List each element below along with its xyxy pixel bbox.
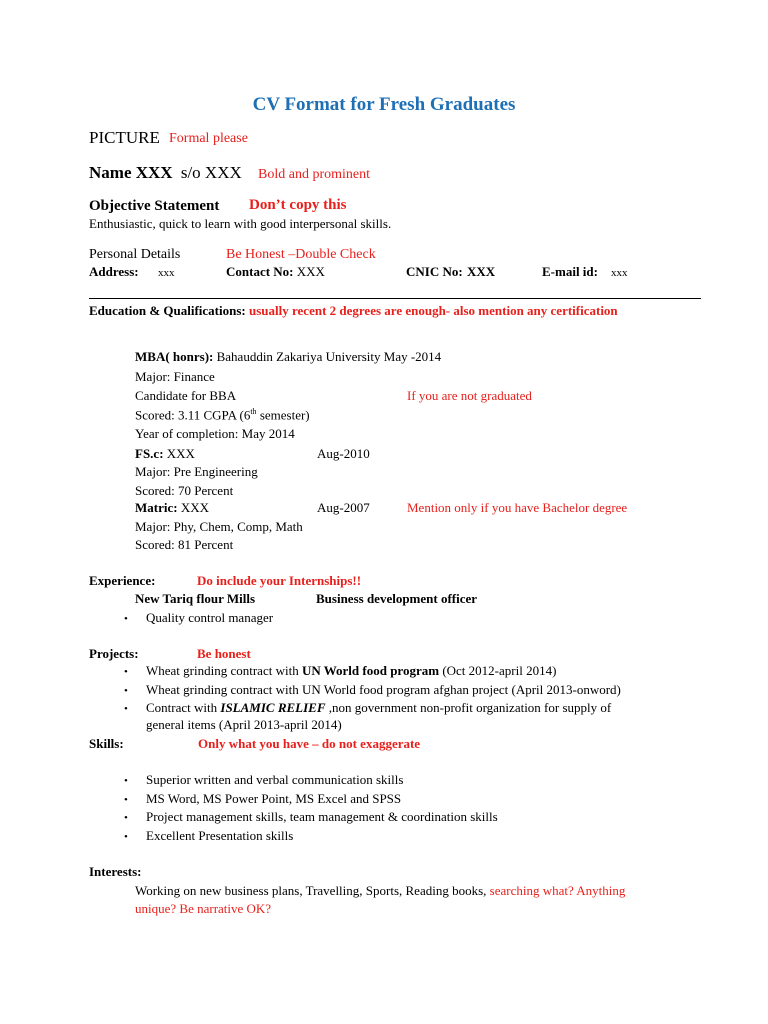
mba-label: MBA( honrs):: [135, 349, 214, 364]
bullet-icon: •: [124, 812, 128, 824]
bullet-icon: •: [124, 685, 128, 697]
email-label: E-mail id:: [542, 264, 598, 279]
cnic-label: CNIC No:: [406, 264, 463, 279]
candidate-note: If you are not graduated: [407, 388, 532, 403]
page-title: CV Format for Fresh Graduates: [252, 94, 516, 115]
mba-major: Major: Finance: [135, 369, 215, 384]
skills-heading: Skills:: [89, 736, 124, 751]
bullet-icon: •: [124, 613, 128, 625]
name-note: Bold and prominent: [258, 167, 370, 182]
matric-date: Aug-2007: [317, 500, 370, 515]
education-heading: Education & Qualifications:: [89, 303, 246, 318]
cnic-value: XXX: [467, 264, 496, 279]
scored-cgpa-text: Scored: 3.11 CGPA (6: [135, 407, 251, 423]
project-3-text: Contract with: [146, 700, 221, 715]
mba-value: Bahauddin Zakariya University May -2014: [216, 349, 442, 364]
candidate-bba: Candidate for BBA: [135, 388, 237, 403]
scored-cgpa-post: semester): [259, 407, 310, 423]
bullet-icon: •: [124, 775, 128, 787]
name-father: s/o XXX: [180, 163, 242, 182]
interests-note: searching what? Anything: [489, 883, 626, 898]
skill-item: MS Word, MS Power Point, MS Excel and SPSS: [146, 791, 402, 806]
email-value: xxx: [611, 267, 628, 279]
matric-major: Major: Phy, Chem, Comp, Math: [135, 519, 303, 534]
interests-heading: Interests:: [89, 864, 142, 879]
mba-line: [135, 350, 441, 365]
contact-value: XXX: [296, 264, 325, 279]
projects-note: Be honest: [197, 646, 251, 661]
fsc-scored: Scored: 70 Percent: [135, 483, 234, 498]
interests-note-line2: unique? Be narrative OK?: [135, 901, 272, 916]
fsc-date: Aug-2010: [317, 446, 370, 461]
project-1-dates: (Oct 2012-april 2014): [439, 663, 557, 678]
bullet-icon: •: [124, 831, 128, 843]
objective-note: Don’t copy this: [249, 197, 347, 213]
project-item-1: [146, 664, 556, 679]
interests-line: [135, 884, 625, 899]
matric-line: [135, 501, 209, 516]
projects-heading: Projects:: [89, 646, 139, 661]
matric-note: Mention only if you have Bachelor degree: [407, 500, 628, 515]
matric-scored: Scored: 81 Percent: [135, 537, 234, 552]
project-item-2: Wheat grinding contract with UN World food program afghan project (April 2013-onword): [146, 682, 621, 697]
bullet-icon: •: [124, 703, 128, 715]
skill-item: Excellent Presentation skills: [146, 828, 294, 843]
fsc-label: FS.c:: [135, 446, 164, 461]
contact-label: Contact No:: [226, 264, 294, 279]
project-3-rest: ,non government non-profit organization for supply of: [325, 700, 612, 715]
contact-field: [226, 265, 325, 280]
interests-text: Working on new business plans, Travelling, Sports, Reading books,: [135, 883, 490, 898]
personal-heading: Personal Details: [89, 247, 181, 262]
section-divider: [89, 298, 701, 299]
objective-text: Enthusiastic, quick to learn with good interpersonal skills.: [89, 216, 392, 231]
name-line: [89, 163, 242, 183]
scored-cgpa: [135, 407, 310, 423]
project-1-bold: UN World food program: [301, 663, 440, 678]
objective-heading: Objective Statement: [89, 198, 220, 214]
skill-item: Project management skills, team management & coordination skills: [146, 809, 498, 824]
address-value: xxx: [158, 267, 175, 279]
education-heading-line: [89, 304, 618, 319]
picture-label: PICTURE: [89, 128, 160, 147]
skills-note: Only what you have – do not exaggerate: [198, 736, 421, 751]
education-note: usually recent 2 degrees are enough- also mention any certification: [249, 303, 618, 318]
experience-note: Do include your Internships!!: [197, 573, 362, 588]
experience-company: New Tariq flour Mills: [135, 591, 256, 606]
experience-heading: Experience:: [89, 573, 156, 588]
project-item-3-line2: general items (April 2013-april 2014): [146, 717, 342, 732]
bullet-icon: •: [124, 794, 128, 806]
name-label: Name XXX: [89, 163, 173, 182]
project-3-bold: ISLAMIC RELIEF: [220, 700, 326, 715]
fsc-major: Major: Pre Engineering: [135, 464, 258, 479]
experience-item: Quality control manager: [146, 610, 274, 625]
fsc-line: [135, 447, 195, 462]
matric-value: XXX: [180, 500, 210, 515]
personal-note: Be Honest –Double Check: [226, 247, 376, 262]
fsc-value: XXX: [166, 446, 195, 461]
picture-note: Formal please: [169, 131, 248, 146]
address-label: Address:: [89, 264, 139, 279]
experience-role: Business development officer: [316, 591, 478, 606]
project-item-3: [146, 701, 611, 716]
skill-item: Superior written and verbal communication skills: [146, 772, 404, 787]
scored-cgpa-sup: th: [250, 407, 257, 416]
completion-year: Year of completion: May 2014: [135, 426, 295, 441]
project-1-text: Wheat grinding contract with: [146, 663, 302, 678]
matric-label: Matric:: [135, 500, 178, 515]
bullet-icon: •: [124, 666, 128, 678]
